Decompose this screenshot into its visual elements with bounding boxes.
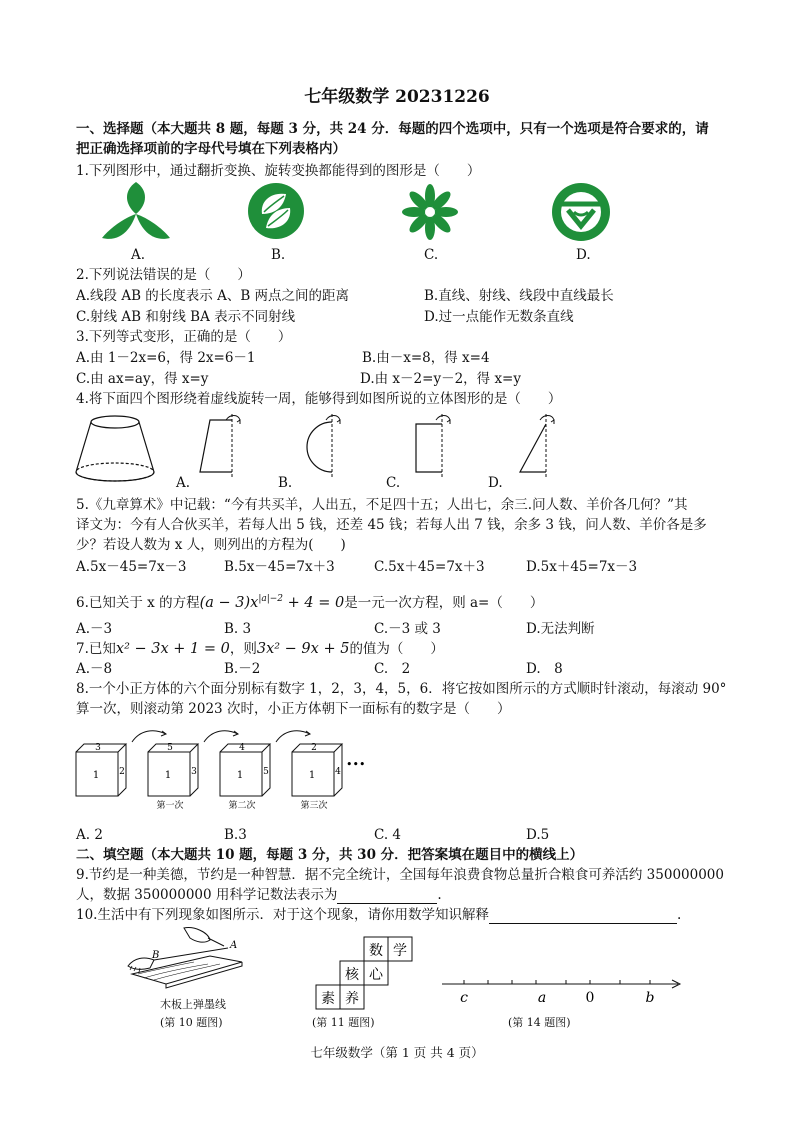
q1-label-b: B. [271, 247, 286, 263]
q1-figure-b-yin-yang-leaf [246, 182, 306, 240]
q4-stem: 4.将下面四个图形绕着虚线旋转一周，能够得到如图所说的立体图形的是（ ） [76, 391, 562, 407]
fig14-number-line [440, 970, 690, 1010]
q5-line-3: 少？若设人数为 x 人，则列出的方程为( ) [76, 537, 346, 553]
q2-option-d: D.过一点能作无数条直线 [424, 309, 574, 325]
q6-option-b: B. 3 [224, 621, 252, 637]
section-2-header: 二、填空题（本大题共 10 题，每题 3 分，共 30 分．把答案填在题目中的横线上） [76, 847, 584, 863]
fig11-cell-3: 核 [345, 967, 359, 983]
fig11-cell-2: 学 [393, 943, 407, 959]
q8-cube-3-top: 4 [239, 743, 245, 753]
q7-option-a: A.－8 [76, 661, 113, 677]
q8-cube-3-front: 1 [236, 770, 244, 781]
q6-option-d: D.无法判断 [526, 621, 595, 637]
q8-option-d: D.5 [526, 827, 550, 843]
q1-figure-c-flower [400, 182, 460, 242]
fig11-cell-6: 养 [345, 991, 359, 1007]
q4-figure-a [196, 414, 248, 478]
q7-option-b: B.－2 [224, 661, 261, 677]
q6-option-a: A.－3 [76, 621, 113, 637]
q6-exponent: |a|−2 [258, 594, 284, 604]
q1-label-d: D. [576, 247, 591, 263]
q8-dots: ••• [346, 758, 366, 771]
q8-cube-1-side: 2 [119, 767, 125, 777]
q8-option-c: C. 4 [374, 827, 402, 843]
q6-equation-base: (a − 3)x [199, 594, 259, 611]
q3-option-b: B.由－x=8，得 x=4 [362, 350, 490, 366]
page-title: 七年级数学 20231226 [304, 87, 490, 107]
q3-option-c: C.由 ax=ay，得 x=y [76, 371, 209, 387]
fig11-cell-4: 心 [369, 967, 383, 983]
q5-line-2: 译文为：今有人合伙买羊，若每人出 5 钱，还差 45 钱；若每人出 7 钱，余多 3 钱，问人数、羊价各是多 [76, 517, 707, 533]
q1-figure-d-green-food-logo [550, 182, 612, 242]
q8-cube-4-top: 2 [311, 743, 317, 753]
q8-cube-2-side: 3 [191, 767, 197, 777]
q1-figure-a-trefoil [100, 182, 172, 242]
q4-figure-d [510, 414, 562, 478]
q5-option-a: A.5x－45=7x－3 [76, 559, 187, 575]
fig10-caption: (第 10 题图) [160, 1016, 223, 1029]
q8-cube-4-front: 1 [308, 770, 316, 781]
q2-stem: 2.下列说法错误的是（ ） [76, 267, 251, 283]
q6-suffix: 是一元一次方程，则 a=（ ） [344, 594, 544, 611]
q9-line-1: 9.节约是一种美德，节约是一种智慧．据不完全统计，全国每年浪费食物总量折合粮食可养活约 350000000 [76, 867, 724, 883]
q8-cube-figure [74, 728, 374, 818]
fig11-cell-5: 素 [321, 991, 335, 1007]
q8-line-2: 算一次，则滚动第 2023 次时，小正方体朝下一面标有的数字是（ ） [76, 701, 511, 717]
q8-caption-2: 第二次 [228, 801, 256, 811]
q8-option-a: A. 2 [76, 827, 103, 843]
q7-suffix: 的值为（ ） [349, 641, 444, 657]
section-1-line-2: 把正确选择项前的字母代号填在下列表格内） [76, 141, 346, 157]
q7-equation-1: x² − 3x + 1 = 0 [115, 641, 230, 657]
q4-label-d: D. [488, 475, 503, 491]
q4-label-a: A. [176, 475, 191, 491]
q4-label-c: C. [386, 475, 401, 491]
fig11-caption: (第 11 题图) [312, 1016, 375, 1029]
q2-option-c: C.射线 AB 和射线 BA 表示不同射线 [76, 309, 296, 325]
q7-option-c: C. 2 [374, 661, 411, 677]
q7-middle: ，则 [229, 641, 257, 657]
fig14-label-c: c [460, 990, 468, 1006]
fig10-wood-board-ink-line [124, 926, 254, 990]
fig11-cell-1: 数 [369, 943, 383, 959]
q8-line-1: 8.一个小正方体的六个面分别标有数字 1，2，3，4，5，6．将它按如图所示的方式顺时针滚动，每滚动 90° [76, 681, 727, 697]
q7-option-d: D. 8 [526, 661, 563, 677]
q4-figure-c [406, 414, 458, 478]
q8-cube-4-side: 4 [335, 767, 341, 777]
q5-line-1: 5.《九章算术》中记载：“今有共买羊，人出五，不足四十五；人出七，余三.问人数、羊价各几何？”其 [76, 497, 688, 513]
q6-equation [200, 595, 345, 611]
q6-equation-rest: + 4 = 0 [283, 594, 345, 611]
fig14-label-a: a [537, 990, 547, 1006]
q9-line-2 [76, 886, 442, 904]
q1-stem: 1.下列图形中，通过翻折变换、旋转变换都能得到的图形是（ ） [76, 163, 481, 179]
q2-option-a: A.线段 AB 的长度表示 A、B 两点之间的距离 [76, 288, 350, 304]
fig10-point-a: A [230, 940, 238, 951]
q8-cube-1-top: 3 [95, 743, 101, 753]
q8-caption-1: 第一次 [156, 801, 184, 811]
q2-option-b: B.直线、射线、线段中直线最长 [424, 288, 614, 304]
q4-figure-b [296, 414, 348, 478]
q6-prefix: 6.已知关于 x 的方程 [76, 594, 200, 611]
q9-line-end: . [437, 887, 442, 903]
fig10-label: 木板上弹墨线 [160, 998, 226, 1011]
q9-line-2-text: 人，数据 350000000 用科学记数法表示为 [76, 887, 338, 903]
q8-cube-2-front: 1 [164, 770, 172, 781]
q10-stem: 10.生活中有下列现象如图所示．对于这个现象，请你用数学知识解释 [76, 907, 489, 923]
q1-label-c: C. [424, 247, 439, 263]
q8-roll-arrows [132, 731, 310, 742]
q7-prefix: 7.已知 [76, 641, 116, 657]
q5-option-b: B.5x－45=7x＋3 [224, 559, 335, 575]
q1-label-a: A. [131, 247, 146, 263]
q6-stem [76, 590, 543, 612]
q3-option-a: A.由 1－2x=6，得 2x=6－1 [76, 350, 256, 366]
q4-frustum-solid [74, 412, 156, 484]
q7-equation-2: 3x² − 9x + 5 [256, 641, 350, 657]
q9-answer-blank[interactable] [337, 889, 437, 904]
fig14-label-zero: 0 [585, 990, 595, 1006]
q8-cube-3-side: 5 [263, 767, 269, 777]
q5-option-d: D.5x＋45=7x－3 [526, 559, 638, 575]
fig10-point-b: B [152, 950, 160, 961]
q4-label-b: B. [278, 475, 293, 491]
q8-cube-2-top: 5 [167, 743, 173, 753]
q8-caption-3: 第三次 [300, 801, 328, 811]
page-footer: 七年级数学（第 1 页 共 4 页） [310, 1045, 484, 1060]
q6-option-c: C.－3 或 3 [374, 621, 441, 637]
q10-answer-blank[interactable] [489, 909, 677, 924]
fig14-caption: (第 14 题图) [508, 1016, 571, 1029]
fig11-cube-net [312, 936, 418, 1010]
q3-stem: 3.下列等式变形，正确的是（ ） [76, 329, 292, 345]
section-1-line-1: 一、选择题（本大题共 8 题，每题 3 分，共 24 分．每题的四个选项中，只有一个选项是符合要求的，请 [76, 121, 709, 137]
q3-option-d: D.由 x－2=y－2，得 x=y [360, 371, 521, 387]
q7-stem [76, 640, 444, 658]
q8-option-b: B.3 [224, 827, 247, 843]
q5-option-c: C.5x＋45=7x＋3 [374, 559, 485, 575]
q10-line [76, 906, 681, 924]
q8-cube-1-front: 1 [92, 770, 100, 781]
q10-line-end: . [676, 907, 682, 923]
fig14-label-b: b [645, 990, 655, 1006]
